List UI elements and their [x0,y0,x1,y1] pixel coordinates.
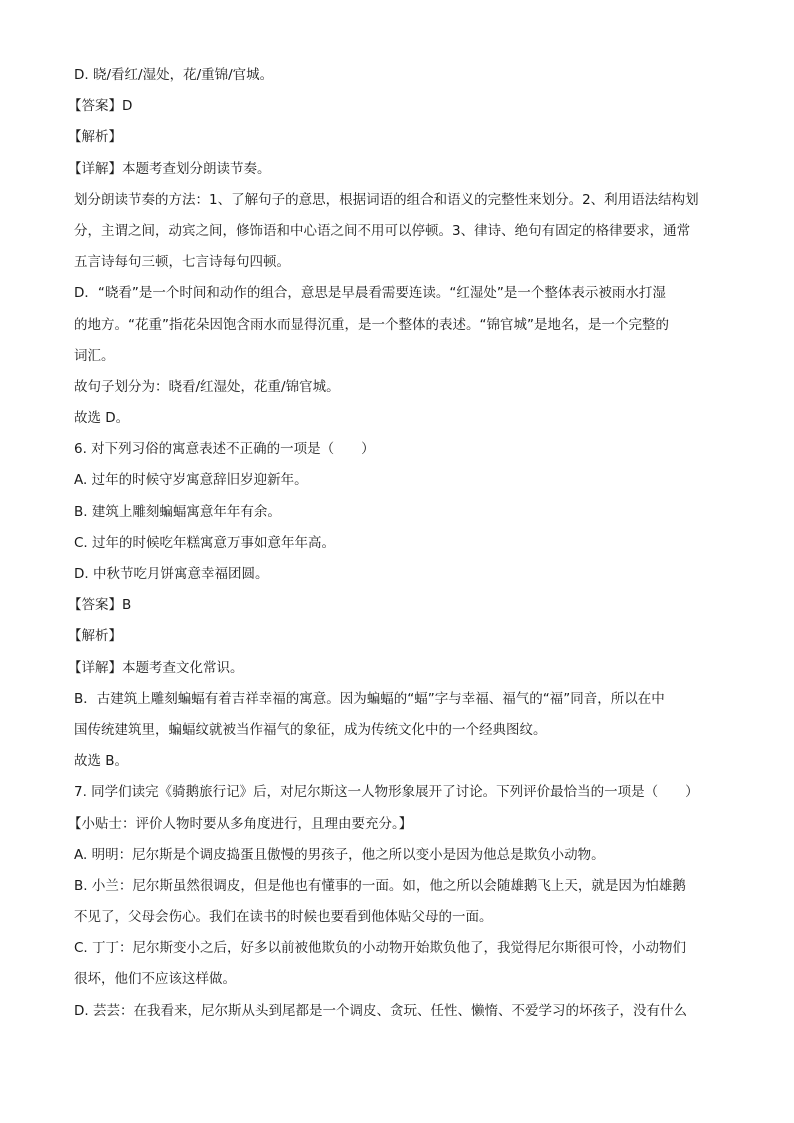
q5-result: 故句子划分为：晓看/红湿处，花重/锦官城。 [74,378,340,395]
q5-analysis-heading: 【解析】 [68,129,122,146]
q5-method-line-2: 分，主谓之间，动宾之间，修饰语和中心语之间不用可以停顿。3、律诗、绝句有固定的格律要求，通常 [74,222,691,239]
q6-option-a: A. 过年的时候守岁寓意辞旧岁迎新年。 [74,472,308,489]
q5-detail: 【详解】本题考查划分朗读节奏。 [68,160,271,177]
q6-stem: 6. 对下列习俗的寓意表述不正确的一项是（ ） [74,441,375,458]
q7-option-c-line-2: 很坏，他们不应该这样做。 [74,971,236,988]
q5-method-line-3: 五言诗每句三顿，七言诗每句四顿。 [74,254,290,271]
q7-option-d-line-1: D. 芸芸：在我看来，尼尔斯从头到尾都是一个调皮、贪玩、任性、懒惰、不爱学习的坏孩子，没有什么 [74,1002,687,1019]
q5-explain-line-1: D．“晓看”是一个时间和动作的组合，意思是早晨看需要连读。“红湿处”是一个整体表示被雨水打湿 [74,285,666,302]
document-page [68,60,722,1027]
q7-stem: 7. 同学们读完《骑鹅旅行记》后，对尼尔斯这一人物形象展开了讨论。下列评价最恰当的一项是（ ） [74,784,699,801]
q7-tip: 【小贴士：评价人物时要从多角度进行，且理由要充分。】 [68,815,413,832]
q5-option-d: D. 晓/看红/湿处，花/重锦/官城。 [74,67,274,83]
q6-explain-line-1: B．古建筑上雕刻蝙蝠有着吉祥幸福的寓意。因为蝙蝠的“蝠”字与幸福、福气的“福”同音，所以在中 [74,690,665,707]
q7-option-b-line-2: 不见了，父母会伤心。我们在读书的时候也要看到他体贴父母的一面。 [74,909,493,926]
q5-answer: 【答案】D [68,98,133,115]
q5-explain-line-2: 的地方。“花重”指花朵因饱含雨水而显得沉重，是一个整体的表述。“锦官城”是地名，是一个完整的 [74,316,669,333]
q6-choose: 故选 B。 [74,753,129,770]
q7-option-a: A. 明明：尼尔斯是个调皮捣蛋且傲慢的男孩子，他之所以变小是因为他总是欺负小动物。 [74,846,605,863]
q6-option-b: B. 建筑上雕刻蝙蝠寓意年年有余。 [74,503,281,520]
q6-answer: 【答案】B [68,597,132,614]
q5-explain-line-3: 词汇。 [74,347,115,364]
q6-option-d: D. 中秋节吃月饼寓意幸福团圆。 [74,566,269,582]
q5-choose: 故选 D。 [74,410,130,427]
q5-method-line-1: 划分朗读节奏的方法：1、了解句子的意思，根据词语的组合和语义的完整性来划分。2、利用语法结构划 [74,191,699,208]
q6-explain-line-2: 国传统建筑里，蝙蝠纹就被当作福气的象征，成为传统文化中的一个经典图纹。 [74,721,547,738]
q7-option-c-line-1: C. 丁丁：尼尔斯变小之后，好多以前被他欺负的小动物开始欺负他了，我觉得尼尔斯很可怜，小动物们 [74,940,687,957]
q6-analysis-heading: 【解析】 [68,628,122,645]
q6-option-c: C. 过年的时候吃年糕寓意万事如意年年高。 [74,534,336,551]
q6-detail: 【详解】本题考查文化常识。 [68,659,244,676]
q7-option-b-line-1: B. 小兰：尼尔斯虽然很调皮，但是他也有懂事的一面。如，他之所以会随雄鹅飞上天，就是因为怕雄鹅 [74,877,686,894]
